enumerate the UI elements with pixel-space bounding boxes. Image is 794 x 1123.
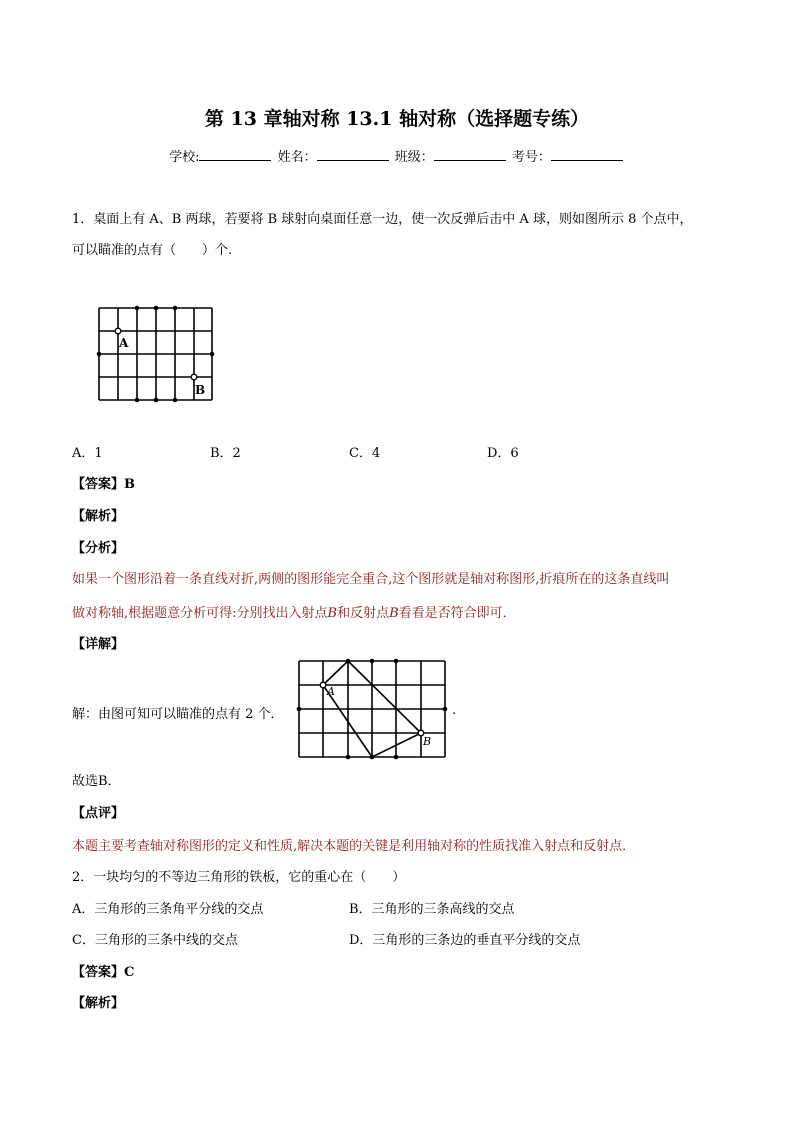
exam-no-blank	[551, 148, 623, 161]
q1-stem-line1: 1．桌面上有 A、B 两球，若要将 B 球射向桌面任意一边，使一次反弹后击中 A 球，则如图所示 8 个点中，	[72, 212, 693, 227]
school-blank	[199, 148, 271, 161]
q2-stem: 2．一块均匀的不等边三角形的铁板，它的重心在（ ）	[72, 870, 406, 885]
q1-option-c: C．4	[349, 446, 381, 461]
solution-label-b: B	[423, 735, 432, 748]
fenxi-text-a: 做对称轴,根据题意分析可得:分别找出入射点	[72, 606, 328, 621]
q1-fenxi-label: 【分析】	[72, 541, 125, 556]
name-label: 姓名：	[277, 150, 317, 165]
q2-analysis-label: 【解析】	[72, 996, 125, 1011]
exam-no-label: 考号：	[511, 150, 551, 165]
q1-option-d: D．6	[487, 446, 519, 461]
class-label: 班级：	[394, 150, 434, 165]
label-a: A	[119, 336, 129, 350]
fenxi-text-e: 看看是否符合即可．	[398, 606, 516, 621]
q1-solution-text: 解：由图可知可以瞄准的点有 2 个．	[72, 707, 284, 722]
student-info-line	[0, 146, 794, 165]
solution-label-a: A	[327, 685, 335, 698]
q1-option-a: A．1	[72, 446, 103, 461]
q1-grid-figure	[94, 305, 216, 405]
solution-ball-a	[320, 682, 326, 688]
q2-option-d: D．三角形的三条边的垂直平分线的交点	[349, 933, 581, 948]
q1-comment-label: 【点评】	[72, 806, 125, 821]
q1-solution-end: .	[452, 703, 457, 718]
page-title: 第 13 章轴对称 13.1 轴对称（选择题专练）	[204, 108, 590, 130]
q1-option-b: B．2	[210, 446, 241, 461]
q1-fenxi-line2	[72, 602, 516, 621]
name-blank	[317, 148, 389, 161]
q1-analysis-label: 【解析】	[72, 509, 125, 524]
q2-option-c: C．三角形的三条中线的交点	[72, 933, 238, 948]
school-label: 学校:	[169, 150, 200, 165]
fenxi-text-c: 和反射点	[337, 606, 390, 621]
q2-option-a: A．三角形的三条角平分线的交点	[72, 902, 264, 917]
q1-solution-figure	[296, 657, 448, 761]
point-b-italic-2: B	[389, 606, 399, 621]
q1-detail-label: 【详解】	[72, 637, 125, 652]
ball-b	[191, 374, 197, 380]
q1-stem-line2: 可以瞄准的点有（ ）个.	[72, 243, 233, 258]
q1-fenxi-line1: 如果一个图形沿着一条直线对折,两侧的图形能完全重合,这个图形就是轴对称图形,折痕所在的这条直线叫	[72, 572, 670, 587]
ball-a	[115, 328, 121, 334]
q2-option-b: B．三角形的三条高线的交点	[349, 902, 515, 917]
class-blank	[434, 148, 506, 161]
q1-answer: 【答案】B	[72, 477, 135, 492]
point-b-italic: B	[327, 606, 338, 621]
label-b: B	[195, 383, 206, 397]
q1-comment-text: 本题主要考查轴对称图形的定义和性质,解决本题的关键是利用轴对称的性质找准入射点和反射点．	[72, 839, 636, 854]
q1-choose: 故选B．	[72, 774, 121, 789]
q2-answer: 【答案】C	[72, 965, 135, 980]
